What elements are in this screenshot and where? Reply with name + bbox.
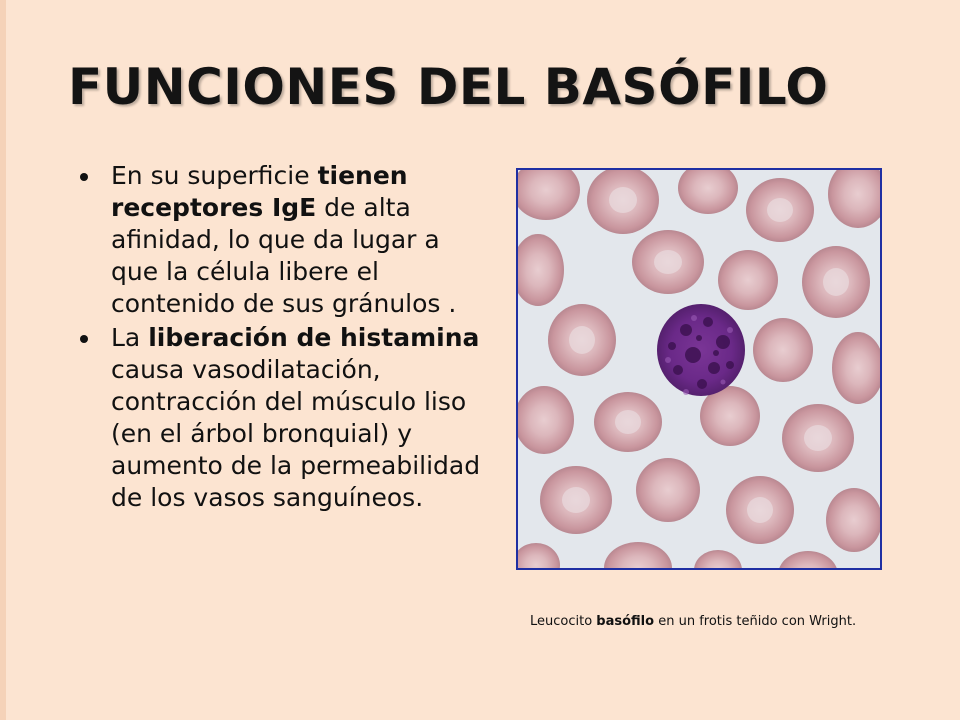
bullet-item — [76, 322, 486, 514]
bullet-text-bold: tienen receptores IgE — [111, 161, 408, 222]
bullet-text-part: La — [111, 323, 149, 352]
figure-caption — [530, 612, 870, 631]
caption-bold-text: basófilo — [596, 614, 655, 629]
bullet-list — [76, 160, 486, 516]
bullet-text-part: de alta afinidad, lo que da lugar a que la célula libere el contenido de sus gránulos . — [111, 193, 457, 318]
bullet-text-bold: liberación de histamina — [148, 323, 480, 352]
basophil-cell — [657, 304, 745, 396]
bullet-text-part: causa vasodilatación, contracción del músculo liso (en el árbol bronquial) y aumento de la permeabilidad de los vasos sanguíneos. — [111, 355, 481, 512]
bullet-text — [111, 323, 480, 512]
bullet-dot-icon — [80, 335, 88, 343]
basophil-micrograph — [516, 168, 882, 570]
bullet-text-part: En su superficie — [111, 161, 318, 190]
bullet-text — [111, 161, 456, 318]
slide-title: FUNCIONES DEL BASÓFILO — [68, 58, 829, 116]
bullet-dot-icon — [80, 173, 88, 181]
bullet-item — [76, 160, 486, 320]
caption-text: Leucocito — [530, 614, 597, 629]
micrograph-image — [518, 170, 880, 568]
caption-text: en un frotis teñido con Wright. — [654, 614, 857, 629]
